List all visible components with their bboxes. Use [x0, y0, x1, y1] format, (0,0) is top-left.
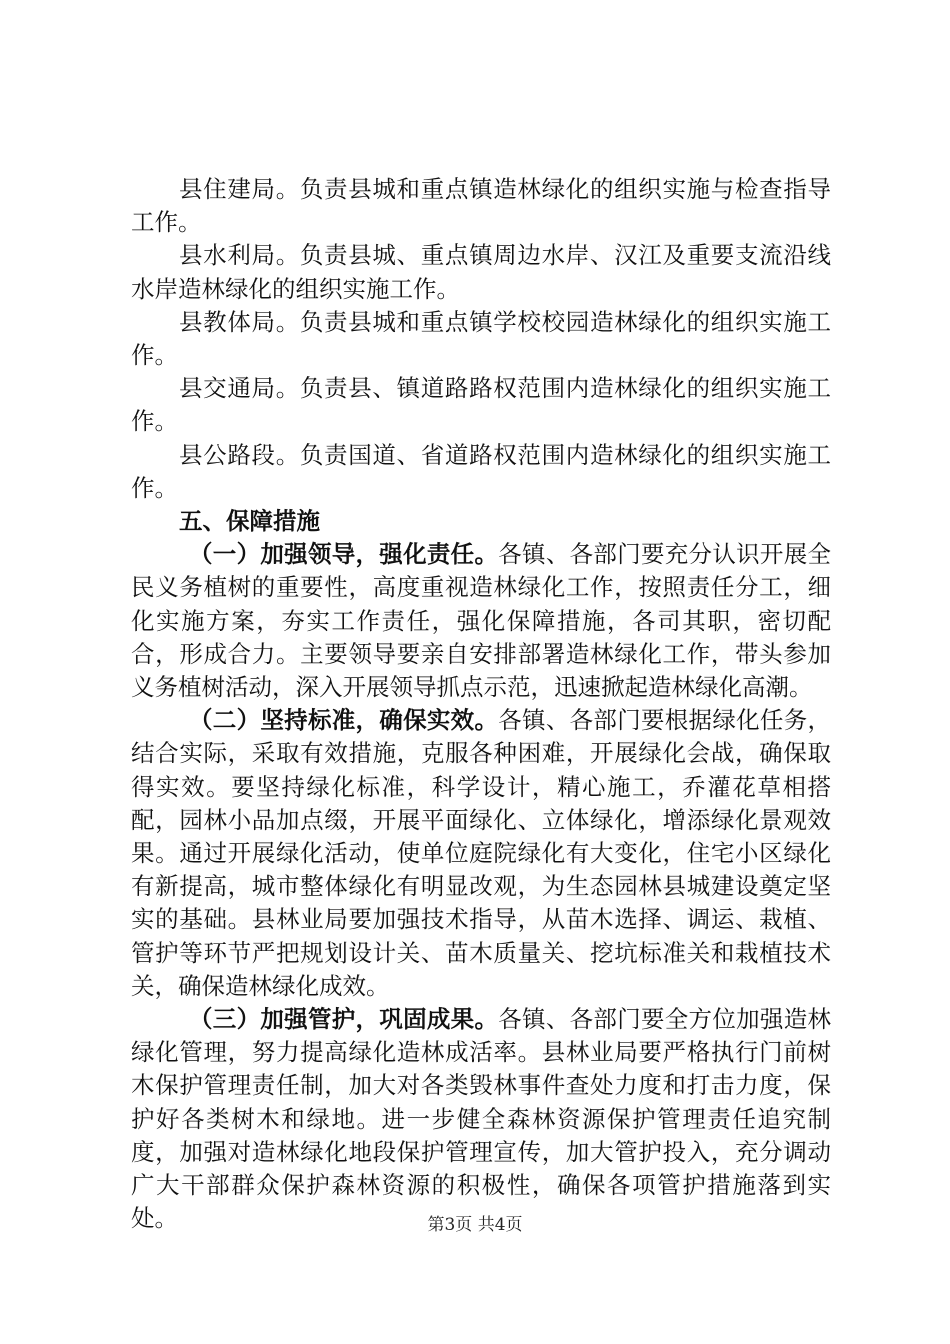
measure-standards: [131, 704, 831, 1003]
paragraph-highway-section: 县公路段。负责国道、省道路权范围内造林绿化的组织实施工作。: [131, 440, 831, 502]
measure-standards-body: 各镇、各部门要根据绿化任务，结合实际，采取有效措施，克服各种困难，开展绿化会战，确保取得实效。要坚持绿化标准，科学设计，精心施工，乔灌花草相搭配，园林小品加点缀，开展平面绿化、立体绿化，增添绿化景观效果。通过开展绿化活动，使单位庭院绿化有大变化，住宅小区绿化有新提高，城市整体绿化有明显改观，为生态园林县城建设奠定坚实的基础。县林业局要加强技术指导，从苗木选择、调运、栽植、管护等环节严把规划设计关、苗木质量关、挖坑标准关和栽植技术关，确保造林绿化成效。: [131, 706, 831, 1000]
section-heading: 五、保障措施: [179, 507, 320, 536]
measure-protection: [131, 1003, 831, 1235]
measure-leadership-title: （一）加强领导，强化责任。: [189, 540, 499, 569]
paragraph-housing-bureau: 县住建局。负责县城和重点镇造林绿化的组织实施与检查指导工作。: [131, 175, 831, 237]
measure-leadership-body: 各镇、各部门要充分认识开展全民义务植树的重要性，高度重视造林绿化工作，按照责任分工，细化实施方案，夯实工作责任，强化保障措施，各司其职，密切配合，形成合力。主要领导要亲自安排部署造林绿化工作，带头参加义务植树活动，深入开展领导抓点示范，迅速掀起造林绿化高潮。: [131, 540, 831, 702]
paragraph-education-bureau: 县教体局。负责县城和重点镇学校校园造林绿化的组织实施工作。: [131, 307, 831, 370]
measure-protection-title: （三）加强管护，巩固成果。: [189, 1005, 499, 1034]
paragraph-transport-bureau: 县交通局。负责县、镇道路路权范围内造林绿化的组织实施工作。: [131, 374, 831, 436]
measure-leadership: [131, 538, 831, 704]
paragraph-water-bureau: 县水利局。负责县城、重点镇周边水岸、汉江及重要支流沿线水岸造林绿化的组织实施工作。: [131, 241, 831, 303]
measure-protection-body: 各镇、各部门要全方位加强造林绿化管理，努力提高绿化造林成活率。县林业局要严格执行门前树木保护管理责任制，加大对各类毁林事件查处力度和打击力度，保护好各类树木和绿地。进一步健全森林资源保护管理责任追究制度，加强对造林绿化地段保护管理宣传，加大管护投入，充分调动广大干部群众保护森林资源的积极性，确保各项管护措施落到实处。: [131, 1005, 831, 1233]
document-body: [131, 173, 831, 1236]
page-number-footer: 第3页 共4页: [427, 1215, 523, 1235]
measure-standards-title: （二）坚持标准，确保实效。: [189, 706, 499, 735]
